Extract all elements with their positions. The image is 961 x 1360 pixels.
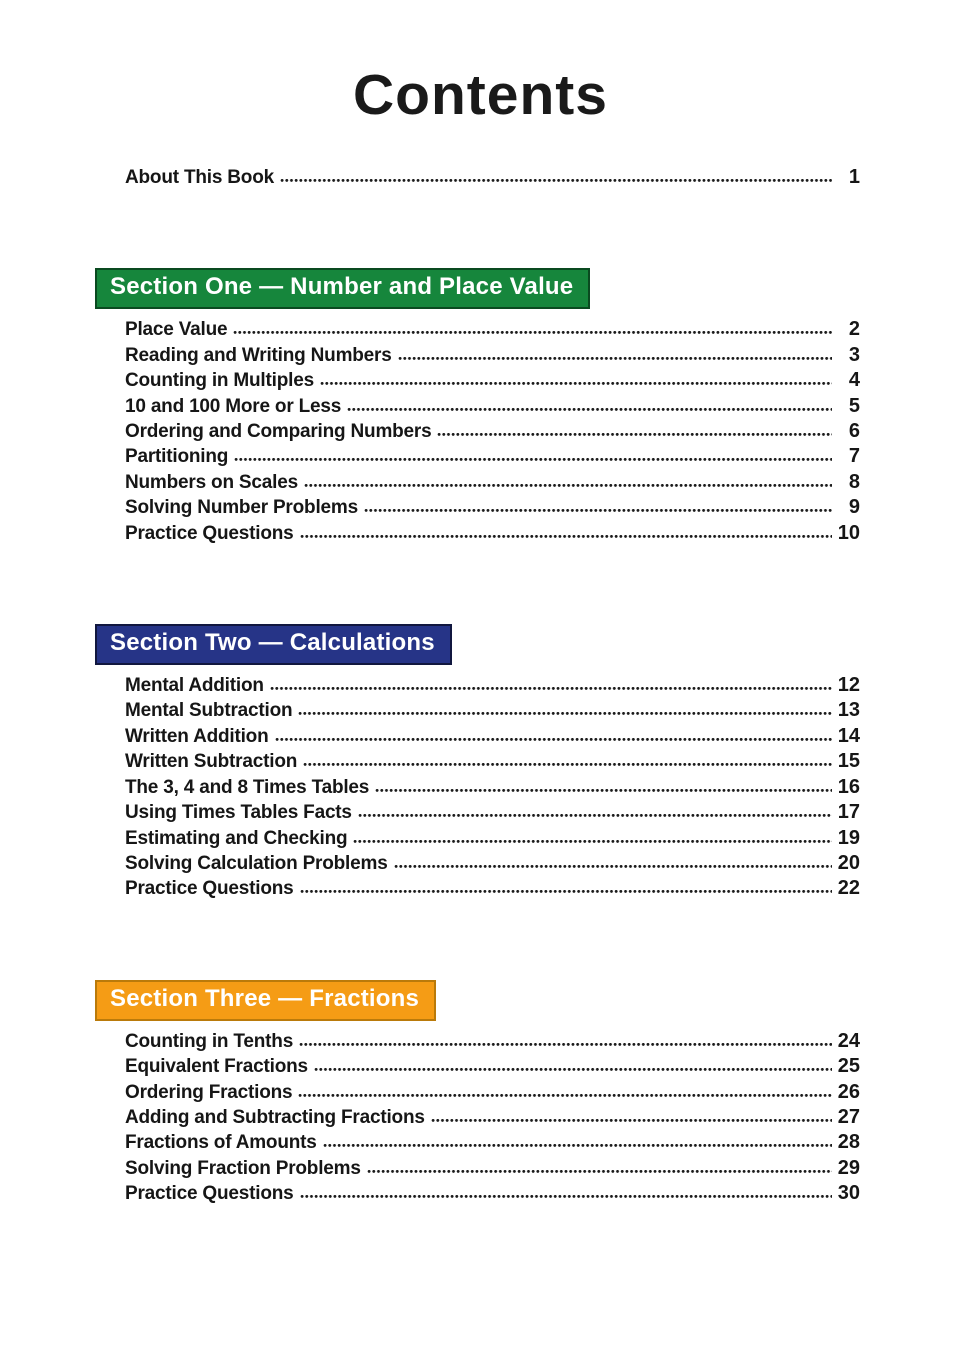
toc-entry-page-number: 4: [848, 369, 860, 392]
section-entries: [125, 1029, 860, 1207]
toc-entry-label: Numbers on Scales: [125, 471, 298, 493]
toc-entry-page-number: 16: [837, 775, 860, 798]
dot-leader: [353, 839, 832, 844]
toc-entry-label: Mental Subtraction: [125, 700, 293, 722]
toc-entry-label: Partitioning: [125, 446, 229, 468]
toc-entry[interactable]: [125, 826, 860, 851]
toc-entry-label: 10 and 100 More or Less: [125, 395, 342, 417]
toc-entry-label: Counting in Tenths: [125, 1030, 294, 1052]
dot-leader: [375, 788, 832, 793]
toc-entry-page-number: 5: [848, 394, 860, 417]
toc-entry-label: Counting in Multiples: [125, 370, 314, 392]
toc-entry-label: Ordering Fractions: [125, 1081, 293, 1103]
dot-leader: [394, 864, 832, 869]
toc-entry-label: Practice Questions: [125, 522, 294, 544]
toc-entry-label: Reading and Writing Numbers: [125, 344, 392, 366]
toc-entry-page-number: 2: [848, 318, 860, 341]
dot-leader: [300, 1194, 832, 1199]
toc-entry-label: Mental Addition: [125, 675, 264, 697]
toc-entry-page-number: 24: [837, 1029, 860, 1052]
dot-leader: [367, 1169, 832, 1174]
toc-entry[interactable]: [125, 1080, 860, 1105]
dot-leader: [314, 1067, 832, 1072]
section-entries: [125, 317, 860, 546]
page-title: Contents: [353, 63, 608, 127]
toc-entry-label: The 3, 4 and 8 Times Tables: [125, 776, 370, 798]
dot-leader: [233, 330, 832, 335]
toc-entry-label: Estimating and Checking: [125, 827, 348, 849]
toc-entry[interactable]: [125, 1029, 860, 1054]
toc-entry[interactable]: [125, 673, 860, 698]
toc-entry-page-number: 1: [848, 166, 860, 188]
toc-entry[interactable]: [125, 876, 860, 901]
toc-entry-page-number: 17: [837, 801, 860, 824]
toc-entry[interactable]: [125, 368, 860, 393]
toc-entry-label: Fractions of Amounts: [125, 1132, 317, 1154]
dot-leader: [234, 457, 832, 462]
toc-entry-page-number: 19: [837, 826, 860, 849]
toc-entry-page-number: 7: [848, 445, 860, 468]
section-entries: [125, 673, 860, 902]
toc-entry[interactable]: [125, 521, 860, 546]
toc-entry[interactable]: [125, 851, 860, 876]
toc-entry-page-number: 30: [837, 1182, 860, 1205]
dot-leader: [275, 737, 833, 742]
dot-leader: [300, 889, 832, 894]
dot-leader: [347, 407, 832, 412]
toc-entry[interactable]: [125, 495, 860, 520]
toc-entry-page-number: 9: [848, 496, 860, 519]
dot-leader: [280, 178, 832, 183]
toc-entry-page-number: 14: [837, 724, 860, 747]
dot-leader: [431, 1118, 832, 1123]
sections-container: [95, 268, 860, 1206]
toc-entry[interactable]: [125, 800, 860, 825]
dot-leader: [323, 1143, 832, 1148]
toc-entry[interactable]: [125, 1156, 860, 1181]
toc-entry-page-number: 27: [837, 1105, 860, 1128]
toc-entry-label: Using Times Tables Facts: [125, 802, 352, 824]
toc-entry-label: Ordering and Comparing Numbers: [125, 421, 432, 443]
toc-entry[interactable]: [125, 317, 860, 342]
toc-entry[interactable]: [125, 749, 860, 774]
toc-entry-page-number: 29: [837, 1156, 860, 1179]
toc-entry-label: Solving Number Problems: [125, 497, 358, 519]
dot-leader: [300, 534, 832, 539]
toc-entry-page-number: 10: [837, 521, 860, 544]
toc-entry[interactable]: [125, 698, 860, 723]
front-matter: [125, 165, 860, 190]
toc-entry[interactable]: [125, 775, 860, 800]
toc-entry-page-number: 20: [837, 851, 860, 874]
dot-leader: [364, 508, 832, 513]
toc-entry[interactable]: [125, 394, 860, 419]
dot-leader: [358, 813, 832, 818]
dot-leader: [270, 686, 832, 691]
toc-entry[interactable]: [125, 470, 860, 495]
toc-entry-label: Practice Questions: [125, 878, 294, 900]
toc-entry-label: Written Subtraction: [125, 751, 298, 773]
toc-entry-about-this-book[interactable]: [125, 165, 860, 190]
toc-entry-label: Solving Calculation Problems: [125, 852, 388, 874]
toc-entry-label: Equivalent Fractions: [125, 1056, 308, 1078]
dot-leader: [303, 762, 832, 767]
section-header: Section Two — Calculations: [95, 624, 452, 665]
toc-entry[interactable]: [125, 1105, 860, 1130]
section-header: Section Three — Fractions: [95, 980, 436, 1021]
toc-entry[interactable]: [125, 724, 860, 749]
dot-leader: [320, 381, 832, 386]
dot-leader: [398, 356, 832, 361]
toc-entry[interactable]: [125, 343, 860, 368]
dot-leader: [298, 1093, 832, 1098]
dot-leader: [304, 483, 832, 488]
dot-leader: [437, 432, 832, 437]
toc-entry-page-number: 26: [837, 1080, 860, 1103]
toc-entry-page-number: 25: [837, 1055, 860, 1078]
toc-entry-label: About This Book: [125, 167, 274, 188]
toc-entry-label: Practice Questions: [125, 1183, 294, 1205]
dot-leader: [298, 711, 832, 716]
section-header: Section One — Number and Place Value: [95, 268, 590, 309]
toc-entry[interactable]: [125, 419, 860, 444]
toc-entry-page-number: 6: [848, 420, 860, 443]
toc-entry-page-number: 3: [848, 343, 860, 366]
toc-section: [95, 624, 860, 902]
toc-entry-label: Place Value: [125, 319, 228, 341]
dot-leader: [299, 1042, 832, 1047]
toc-entry-page-number: 22: [837, 877, 860, 900]
toc-entry-label: Written Addition: [125, 725, 269, 747]
toc-entry-page-number: 28: [837, 1131, 860, 1154]
toc-entry[interactable]: [125, 444, 860, 469]
toc-entry-page-number: 12: [837, 674, 860, 697]
toc-entry[interactable]: [125, 1130, 860, 1155]
toc-entry-page-number: 15: [837, 750, 860, 773]
toc-section: [95, 980, 860, 1207]
toc-entry-label: Adding and Subtracting Fractions: [125, 1106, 425, 1128]
toc-entry-page-number: 8: [848, 470, 860, 493]
toc-entry-label: Solving Fraction Problems: [125, 1157, 361, 1179]
toc-entry[interactable]: [125, 1054, 860, 1079]
toc-section: [95, 268, 860, 546]
toc-entry[interactable]: [125, 1181, 860, 1206]
toc-entry-page-number: 13: [837, 699, 860, 722]
